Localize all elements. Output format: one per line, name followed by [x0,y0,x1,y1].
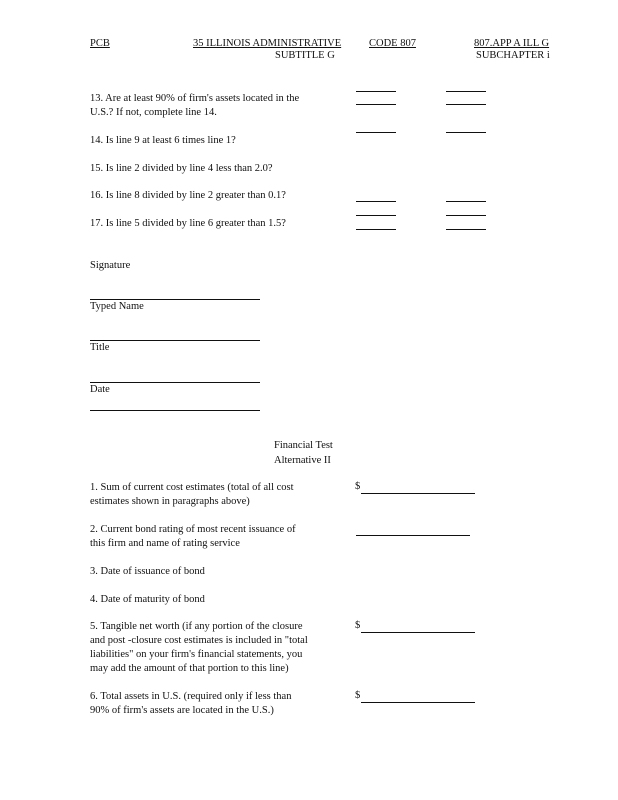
question-text: Current bond rating of most recent issuance of [100,524,296,535]
question-text: Is line 9 at least 6 times line 1? [105,135,236,146]
dollar-sign: $ [355,481,361,492]
title-field[interactable] [90,382,260,383]
answer-line-yes[interactable] [356,104,396,105]
question-number: 17. [90,218,104,229]
question-16 [90,189,286,203]
question-text: Sum of current cost estimates (total of all cost [100,482,294,493]
answer-line-yes[interactable] [356,91,396,92]
question-text: this firm and name of rating service [90,538,240,549]
answer-line-yes[interactable] [356,215,396,216]
question-number: 14. [90,135,104,146]
question-2 [90,523,296,551]
question-number: 16. [90,190,104,201]
question-4 [90,593,205,607]
section-title-line1: Financial Test [274,440,333,451]
question-text: Is line 2 divided by line 4 less than 2.0? [105,163,273,174]
question-text: Date of maturity of bond [100,594,205,605]
question-13 [90,92,299,120]
question-14 [90,134,236,148]
question-3 [90,565,205,579]
dollar-sign: $ [355,620,361,631]
question-text: liabilities" on your firm's financial statements, you [90,649,303,660]
question-number: 6. [90,691,98,702]
question-number: 1. [90,482,98,493]
question-text: Tangible net worth (if any portion of the closure [100,621,303,632]
header-subtitle: SUBTITLE G [275,50,335,61]
question-1 [90,481,294,509]
question-17 [90,217,286,231]
answer-line-yes[interactable] [356,229,396,230]
question-number: 15. [90,163,104,174]
question-5 [90,620,308,676]
amount-line [361,702,475,703]
answer-line-yes[interactable] [356,201,396,202]
dollar-sign: $ [355,690,361,701]
answer-line-no[interactable] [446,91,486,92]
question-text: Are at least 90% of firm's assets located in the [105,93,300,104]
question-6 [90,690,291,718]
question-15 [90,162,273,176]
answer-line-yes[interactable] [356,132,396,133]
typed-name-label: Typed Name [90,301,144,312]
question-text: 90% of firm's assets are located in the U.S.) [90,705,274,716]
answer-line-no[interactable] [446,215,486,216]
date-field[interactable] [90,410,260,411]
section-title-line2: Alternative II [274,455,331,466]
amount-line [361,632,475,633]
question-number: 2. [90,524,98,535]
answer-line-no[interactable] [446,201,486,202]
question-number: 4. [90,594,98,605]
signature-field[interactable] [90,299,260,300]
amount-line [361,493,475,494]
question-text: and post -closure cost estimates is included in "total [90,635,308,646]
header-app: 807.APP A ILL G [474,38,550,49]
question-text: Date of issuance of bond [100,566,205,577]
question-text: Is line 5 divided by line 6 greater than 1.5? [105,218,286,229]
date-label: Date [90,384,110,395]
header-title: 35 ILLINOIS ADMINISTRATIVE [193,38,342,49]
question-text: U.S.? If not, complete line 14. [90,107,217,118]
title-label: Title [90,342,110,353]
question-number: 13. [90,93,104,104]
bond-rating-field[interactable] [356,535,470,536]
question-text: may add the amount of that portion to this line) [90,663,289,674]
question-number: 5. [90,621,98,632]
header-subchapter: SUBCHAPTER i [476,50,550,61]
question-text: Total assets in U.S. (required only if less than [100,691,292,702]
question-text: Is line 8 divided by line 2 greater than 0.1? [105,190,286,201]
answer-line-no[interactable] [446,229,486,230]
typed-name-field[interactable] [90,340,260,341]
question-number: 3. [90,566,98,577]
header-code-left: PCB [90,38,110,49]
answer-line-no[interactable] [446,104,486,105]
question-text: estimates shown in paragraphs above) [90,496,250,507]
header-code: CODE 807 [369,38,416,49]
signature-label: Signature [90,260,131,271]
answer-line-no[interactable] [446,132,486,133]
